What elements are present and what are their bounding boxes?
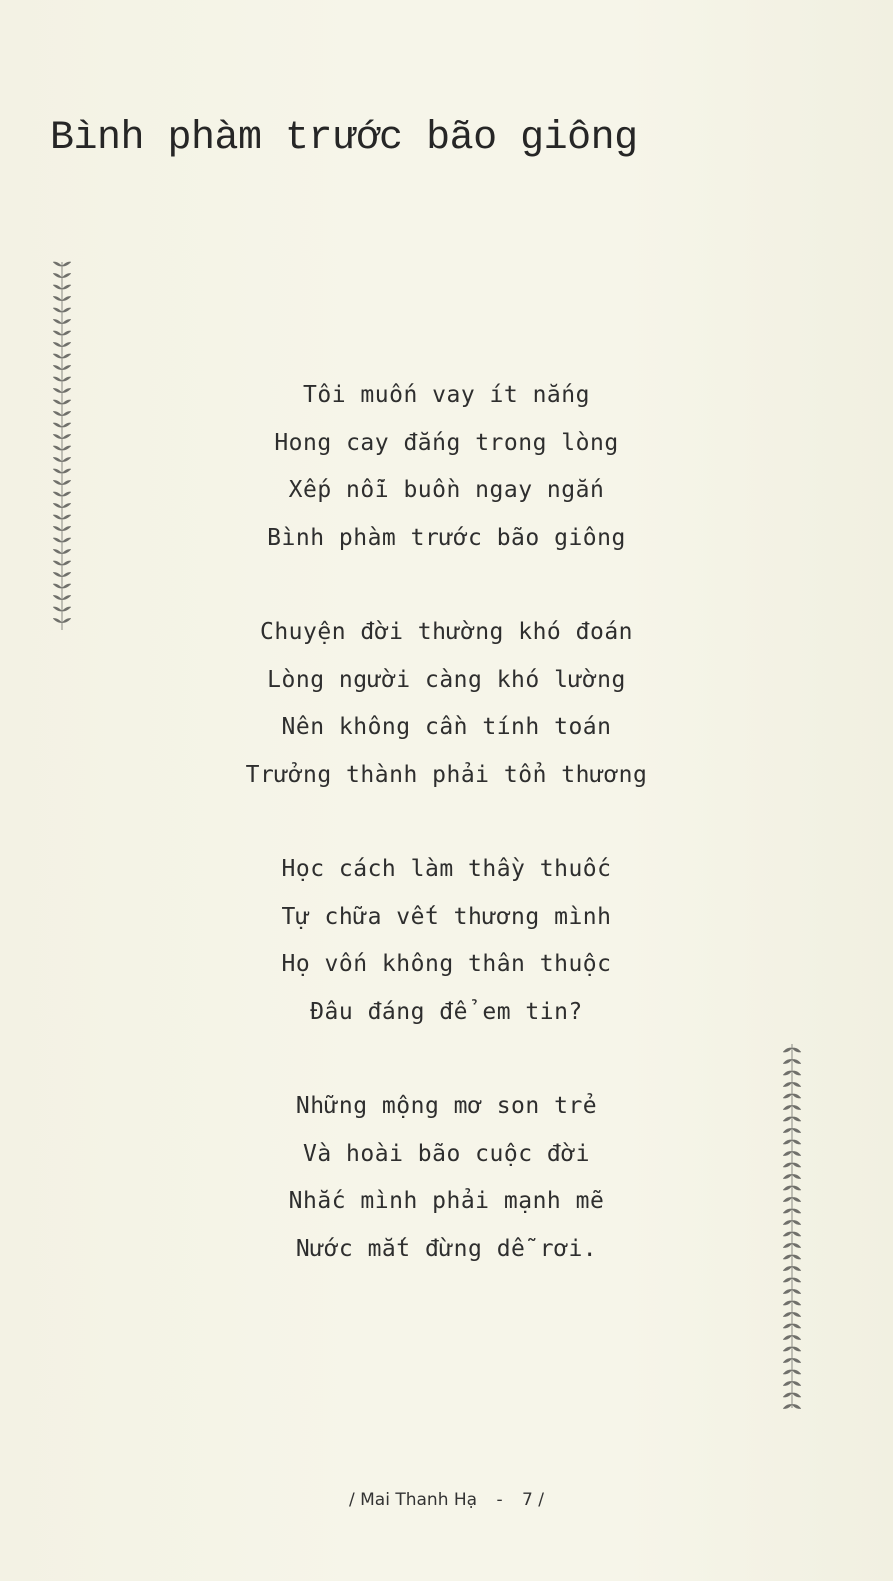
- vine-leaf: [53, 262, 62, 266]
- vine-leaf: [783, 1358, 792, 1362]
- poem-line: Đâu đáng để em tin?: [310, 998, 583, 1025]
- vine-leaf: [53, 273, 62, 277]
- vine-leaf: [62, 319, 71, 323]
- vine-leaf: [783, 1266, 792, 1270]
- vine-leaf: [62, 365, 71, 369]
- poem-line: Những mộng mơ son trẻ: [295, 1093, 598, 1119]
- vine-leaf: [783, 1151, 792, 1155]
- poem-line: Tự chữa vết thương mình: [281, 903, 612, 930]
- vine-leaf: [792, 1404, 801, 1408]
- vine-leaf: [53, 331, 62, 335]
- poem-body: [0, 372, 893, 1320]
- vine-leaf: [62, 273, 71, 277]
- vine-leaf: [62, 342, 71, 346]
- vine-leaf: [792, 1209, 801, 1213]
- vine-leaf: [53, 342, 62, 346]
- vine-leaf: [783, 1370, 792, 1374]
- stanza-4: [0, 1083, 893, 1273]
- vine-leaf: [53, 296, 62, 300]
- vine-leaf: [792, 1059, 801, 1063]
- poem-line: Tôi muốn vay ít nắng: [303, 382, 590, 408]
- vine-leaf: [792, 1358, 801, 1362]
- vine-leaf: [783, 1094, 792, 1098]
- poem-line: Học cách làm thầy thuốc: [281, 856, 612, 882]
- vine-leaf: [783, 1381, 792, 1385]
- vine-leaf: [783, 1393, 792, 1397]
- vine-leaf: [783, 1209, 792, 1213]
- vine-leaf: [783, 1174, 792, 1178]
- vine-leaf: [62, 308, 71, 312]
- vine-leaf: [792, 1266, 801, 1270]
- footer-author: Mai Thanh Hạ: [360, 1490, 478, 1510]
- vine-leaf: [783, 1105, 792, 1109]
- vine-leaf: [783, 1301, 792, 1305]
- vine-leaf: [792, 1117, 801, 1121]
- poem-line: Bình phàm trước bão giông: [267, 524, 626, 551]
- vine-leaf: [783, 1312, 792, 1316]
- vine-leaf: [792, 1393, 801, 1397]
- vine-leaf: [53, 365, 62, 369]
- footer-dash: -: [496, 1490, 503, 1510]
- footer-close-slash: /: [538, 1490, 544, 1510]
- vine-leaf: [792, 1174, 801, 1178]
- stanza-3: [0, 846, 893, 1036]
- poem-line: Xếp nỗi buồn ngay ngắn: [288, 477, 605, 503]
- vine-leaf: [62, 262, 71, 266]
- page-footer: [0, 1490, 893, 1510]
- vine-leaf: [783, 1048, 792, 1052]
- vine-leaf: [783, 1278, 792, 1282]
- vine-leaf: [792, 1048, 801, 1052]
- vine-leaf: [53, 354, 62, 358]
- vine-leaf: [792, 1255, 801, 1259]
- vine-leaf: [792, 1186, 801, 1190]
- vine-leaf: [783, 1335, 792, 1339]
- poem-line: Lòng người càng khó lường: [267, 666, 626, 693]
- poem-line: Nước mắt đừng dễ rơi.: [295, 1235, 598, 1262]
- vine-leaf: [783, 1255, 792, 1259]
- right-leaf-vine-icon: [780, 1040, 804, 1412]
- vine-leaf: [792, 1243, 801, 1247]
- vine-leaf: [792, 1312, 801, 1316]
- vine-leaf: [792, 1370, 801, 1374]
- vine-leaf: [783, 1220, 792, 1224]
- vine-leaf: [783, 1347, 792, 1351]
- vine-leaf: [792, 1094, 801, 1098]
- poem-title: Bình phàm trước bão giông: [50, 116, 638, 161]
- vine-leaf: [792, 1128, 801, 1132]
- poem-line: Họ vốn không thân thuộc: [281, 951, 612, 977]
- vine-leaf: [783, 1289, 792, 1293]
- vine-leaf: [62, 285, 71, 289]
- vine-leaf: [792, 1151, 801, 1155]
- vine-leaf: [792, 1278, 801, 1282]
- vine-leaf: [792, 1381, 801, 1385]
- poem-line: Nhắc mình phải mạnh mẽ: [288, 1188, 605, 1214]
- vine-leaf: [783, 1117, 792, 1121]
- vine-leaf: [792, 1335, 801, 1339]
- vine-leaf: [783, 1404, 792, 1408]
- vine-leaf: [792, 1347, 801, 1351]
- stanza-1: [0, 372, 893, 562]
- footer-open-slash: /: [348, 1490, 355, 1510]
- vine-leaf: [53, 319, 62, 323]
- vine-leaf: [792, 1324, 801, 1328]
- vine-leaf: [53, 285, 62, 289]
- vine-leaf: [783, 1324, 792, 1328]
- vine-leaf: [783, 1082, 792, 1086]
- vine-leaf: [792, 1140, 801, 1144]
- vine-leaf: [792, 1220, 801, 1224]
- vine-leaf: [792, 1105, 801, 1109]
- vine-leaf: [792, 1071, 801, 1075]
- vine-leaf: [792, 1289, 801, 1293]
- vine-leaf: [783, 1071, 792, 1075]
- vine-leaf: [62, 354, 71, 358]
- vine-leaf: [62, 331, 71, 335]
- stanza-2: [0, 609, 893, 799]
- poem-line: Hong cay đắng trong lòng: [274, 429, 619, 456]
- vine-leaf: [792, 1232, 801, 1236]
- vine-leaf: [53, 308, 62, 312]
- vine-leaf: [783, 1128, 792, 1132]
- vine-leaf: [783, 1059, 792, 1063]
- vine-leaf: [783, 1232, 792, 1236]
- vine-leaf: [783, 1186, 792, 1190]
- vine-leaf: [792, 1163, 801, 1167]
- poem-line: Chuyện đời thường khó đoán: [259, 619, 634, 645]
- vine-leaf: [783, 1163, 792, 1167]
- page-number: 7: [522, 1490, 533, 1510]
- vine-leaf: [792, 1301, 801, 1305]
- vine-leaf: [783, 1243, 792, 1247]
- vine-leaf: [783, 1197, 792, 1201]
- vine-leaf: [62, 296, 71, 300]
- vine-leaf: [792, 1082, 801, 1086]
- poem-line: Và hoài bão cuộc đời: [303, 1140, 590, 1167]
- vine-leaf: [792, 1197, 801, 1201]
- vine-leaf: [783, 1140, 792, 1144]
- poem-line: Nên không cần tính toán: [281, 714, 612, 740]
- poem-line: Trưởng thành phải tổn thương: [245, 761, 648, 788]
